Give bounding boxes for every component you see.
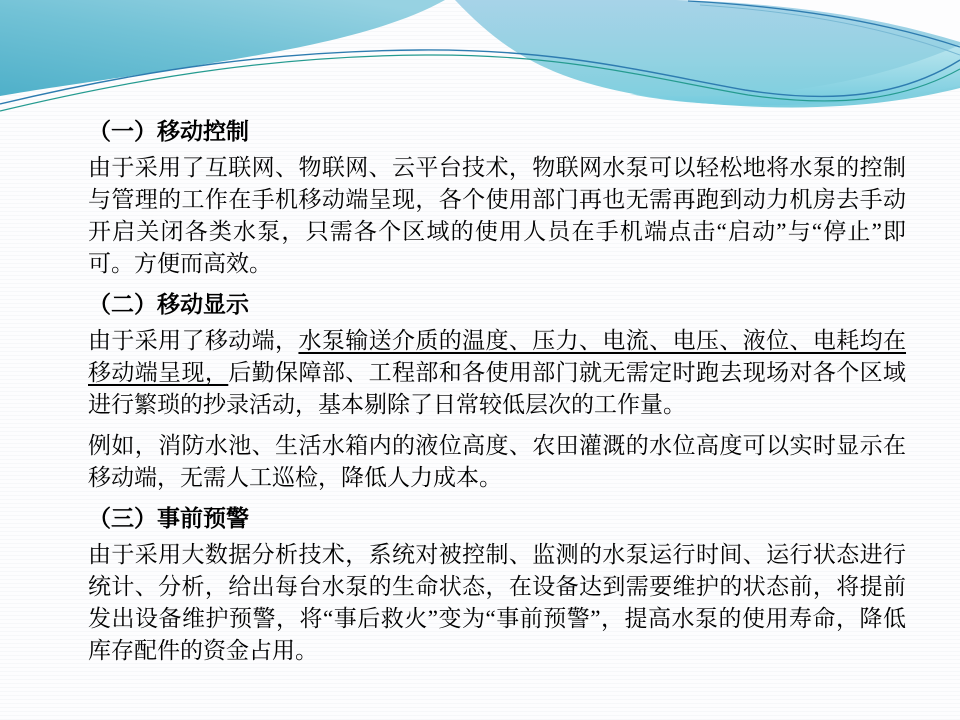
section-heading-2: （二）移动显示 bbox=[88, 292, 249, 317]
body-paragraph bbox=[88, 430, 906, 494]
text-run: 例如，消防水池、生活水箱内的液位高度、农田灌溉的水位高度可以实时显示在移动端，无需人工巡检，降低人力成本。 bbox=[88, 433, 906, 490]
section-mobile-control bbox=[88, 116, 906, 280]
text-run: 由于采用了互联网、物联网、云平台技术，物联网水泵可以轻松地将水泵的控制与管理的工作在手机移动端呈现，各个使用部门再也无需再跑到动力机房去手动开启关闭各类水泵，只需各个区域的使用人员在手机端点击“启动”与“停止”即可。方便而高效。 bbox=[88, 155, 906, 276]
underlined-text-run: 水泵输送介质的温度、压力、电流、电压、液位、电耗均在移动端呈现， bbox=[88, 328, 907, 385]
text-run: 由于采用大数据分析技术，系统对被控制、监测的水泵运行时间、运行状态进行统计、分析，给出每台水泵的生命状态，在设备达到需要维护的状态前，将提前发出设备维护预警，将“事后救火”变为“事前预警”，提高水泵的使用寿命，降低库存配件的资金占用。 bbox=[88, 542, 906, 663]
section-heading-3: （三）事前预警 bbox=[88, 506, 249, 531]
wave-left-shape bbox=[0, 0, 445, 96]
body-paragraph bbox=[88, 325, 906, 421]
text-run: 由于采用了移动端， bbox=[88, 328, 299, 353]
body-paragraph bbox=[88, 152, 906, 280]
section-advance-warning bbox=[88, 503, 906, 667]
body-paragraph bbox=[88, 539, 906, 667]
section-heading-1: （一）移动控制 bbox=[88, 119, 249, 144]
section-mobile-display bbox=[88, 289, 906, 494]
text-run: 后勤保障部、工程部和各使用部门就无需定时跑去现场对各个区域进行繁琐的抄录活动，基本剔除了日常较低层次的工作量。 bbox=[88, 360, 907, 417]
slide-body bbox=[88, 110, 906, 676]
